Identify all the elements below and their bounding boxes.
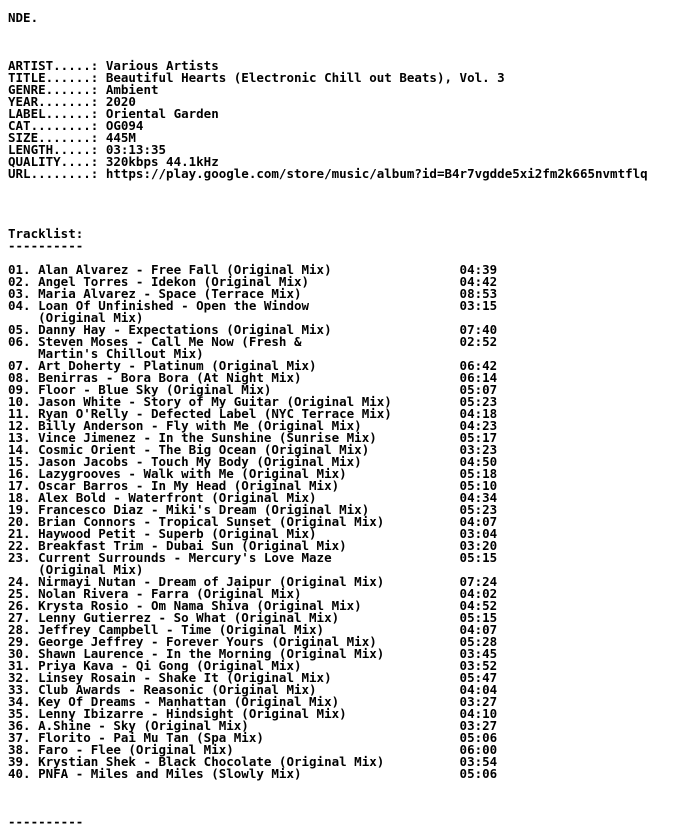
text-line: 34. Key Of Dreams - Manhattan (Original Mix) 03:27 xyxy=(8,694,498,709)
text-line: 09. Floor - Blue Sky (Original Mix) 05:07 xyxy=(8,382,498,397)
text-line: 19. Francesco Diaz - Miki's Dream (Original Mix) 05:23 xyxy=(8,502,498,517)
text-line: 16. Lazygrooves - Walk with Me (Original Mix) 05:18 xyxy=(8,466,498,481)
text-line: 22. Breakfast Trim - Dubai Sun (Original Mix) 03:20 xyxy=(8,538,498,553)
text-line: 05. Danny Hay - Expectations (Original Mix) 07:40 xyxy=(8,322,498,337)
text-line xyxy=(8,780,648,792)
text-line: URL........: https://play.google.com/store/music/album?id=B4r7vgdde5xi2fm2k665nvmtflq xyxy=(8,166,648,181)
text-line: 10. Jason White - Story of My Guitar (Original Mix) 05:23 xyxy=(8,394,498,409)
text-line: ---------- xyxy=(8,238,84,253)
text-line: 35. Lenny Ibizarre - Hindsight (Original Mix) 04:10 xyxy=(8,706,498,721)
text-line: 23. Current Surrounds - Mercury's Love Maze 05:15 xyxy=(8,550,498,565)
text-line: SIZE.......: 445M xyxy=(8,130,136,145)
text-line: LABEL......: Oriental Garden xyxy=(8,106,219,121)
text-line: 30. Shawn Laurence - In the Morning (Original Mix) 03:45 xyxy=(8,646,498,661)
text-line: (Original Mix) xyxy=(8,310,144,325)
text-line: 39. Krystian Shek - Black Chocolate (Original Mix) 03:54 xyxy=(8,754,498,769)
text-line: 24. Nirmayi Nutan - Dream of Jaipur (Original Mix) 07:24 xyxy=(8,574,498,589)
text-line xyxy=(8,204,648,216)
text-line: 07. Art Doherty - Platinum (Original Mix) 06:42 xyxy=(8,358,498,373)
text-line: 11. Ryan O'Relly - Defected Label (NYC Terrace Mix) 04:18 xyxy=(8,406,498,421)
text-line: 29. George Jeffrey - Forever Yours (Original Mix) 05:28 xyxy=(8,634,498,649)
text-line: 03. Maria Alvarez - Space (Terrace Mix) 08:53 xyxy=(8,286,498,301)
text-line: (Original Mix) xyxy=(8,562,144,577)
text-line: 20. Brian Connors - Tropical Sunset (Original Mix) 04:07 xyxy=(8,514,498,529)
text-line: 31. Priya Kava - Qi Gong (Original Mix) 03:52 xyxy=(8,658,498,673)
text-line: 02. Angel Torres - Idekon (Original Mix) 04:42 xyxy=(8,274,498,289)
text-line: 38. Faro - Flee (Original Mix) 06:00 xyxy=(8,742,498,757)
text-line xyxy=(8,792,648,804)
text-line: 04. Loan Of Unfinished - Open the Window 03:15 xyxy=(8,298,498,313)
text-line: 06. Steven Moses - Call Me Now (Fresh & 02:52 xyxy=(8,334,498,349)
text-line: Martin's Chillout Mix) xyxy=(8,346,204,361)
text-line xyxy=(8,804,648,816)
nfo-text xyxy=(8,12,648,828)
text-line: ---------- xyxy=(8,814,84,829)
text-line: QUALITY....: 320kbps 44.1kHz xyxy=(8,154,219,169)
text-line xyxy=(8,36,648,48)
text-line: 21. Haywood Petit - Superb (Original Mix) 03:04 xyxy=(8,526,498,541)
text-line: 08. Benirras - Bora Bora (At Night Mix) 06:14 xyxy=(8,370,498,385)
text-line xyxy=(8,180,648,192)
text-line xyxy=(8,216,648,228)
text-line: LENGTH.....: 03:13:35 xyxy=(8,142,167,157)
text-line: 25. Nolan Rivera - Farra (Original Mix) 04:02 xyxy=(8,586,498,601)
text-line xyxy=(8,24,648,36)
text-line: 28. Jeffrey Campbell - Time (Original Mix) 04:07 xyxy=(8,622,498,637)
text-line: ARTIST.....: Various Artists xyxy=(8,58,219,73)
text-line: 33. Club Awards - Reasonic (Original Mix) 04:04 xyxy=(8,682,498,697)
text-line: 15. Jason Jacobs - Touch My Body (Original Mix) 04:50 xyxy=(8,454,498,469)
text-line: 13. Vince Jimenez - In the Sunshine (Sunrise Mix) 05:17 xyxy=(8,430,498,445)
text-line: 27. Lenny Gutierrez - So What (Original Mix) 05:15 xyxy=(8,610,498,625)
text-line: GENRE......: Ambient xyxy=(8,82,159,97)
text-line: NDE. xyxy=(8,10,39,25)
text-line: Tracklist: xyxy=(8,226,84,241)
text-line: 37. Florito - Pai Mu Tan (Spa Mix) 05:06 xyxy=(8,730,498,745)
text-line: YEAR.......: 2020 xyxy=(8,94,136,109)
text-line: 12. Billy Anderson - Fly with Me (Original Mix) 04:23 xyxy=(8,418,498,433)
text-line: 40. PNFA - Miles and Miles (Slowly Mix) 05:06 xyxy=(8,766,498,781)
text-line: 14. Cosmic Orient - The Big Ocean (Original Mix) 03:23 xyxy=(8,442,498,457)
text-line: 36. A.Shine - Sky (Original Mix) 03:27 xyxy=(8,718,498,733)
text-line: CAT........: OG094 xyxy=(8,118,144,133)
text-line xyxy=(8,192,648,204)
text-line: 17. Oscar Barros - In My Head (Original Mix) 05:10 xyxy=(8,478,498,493)
text-line: 18. Alex Bold - Waterfront (Original Mix) 04:34 xyxy=(8,490,498,505)
text-line: 26. Krysta Rosio - Om Nama Shiva (Original Mix) 04:52 xyxy=(8,598,498,613)
text-line: 32. Linsey Rosain - Shake It (Original Mix) 05:47 xyxy=(8,670,498,685)
text-line: 01. Alan Alvarez - Free Fall (Original Mix) 04:39 xyxy=(8,262,498,277)
text-line: TITLE......: Beautiful Hearts (Electronic Chill out Beats), Vol. 3 xyxy=(8,70,505,85)
